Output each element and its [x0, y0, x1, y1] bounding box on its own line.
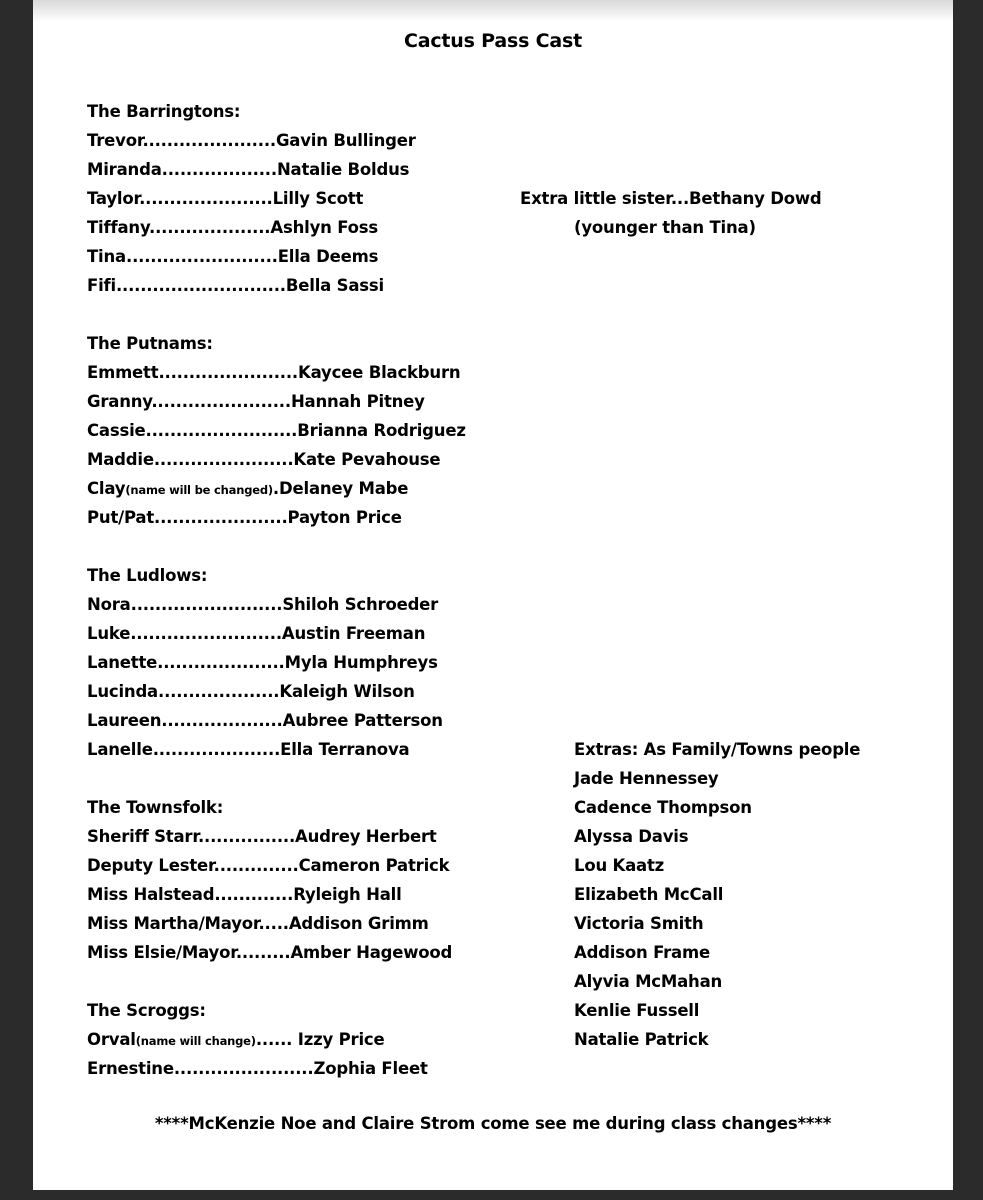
- actor-name: Austin Freeman: [281, 624, 426, 643]
- role-note: (name will change): [135, 1034, 256, 1048]
- role-name: Luke: [87, 624, 131, 643]
- cast-row: [87, 914, 429, 934]
- dot-leader: ...................: [161, 160, 277, 179]
- extras-name: Kenlie Fussell: [574, 1001, 700, 1020]
- role-name: Miranda: [87, 160, 162, 179]
- cast-row: [87, 740, 409, 760]
- dot-leader: .......................: [153, 450, 294, 469]
- cast-row: [87, 131, 416, 151]
- dot-leader: ............................: [115, 276, 286, 295]
- extras-name: Jade Hennessey: [574, 769, 719, 788]
- actor-name: Gavin Bullinger: [275, 131, 416, 150]
- extras-name: Alyvia McMahan: [574, 972, 723, 991]
- actor-name: Hannah Pitney: [290, 392, 425, 411]
- cast-row: [87, 247, 378, 267]
- actor-name: Bella Sassi: [285, 276, 384, 295]
- role-name: Fifi: [87, 276, 116, 295]
- section-heading-scroggs: The Scroggs:: [87, 1001, 206, 1020]
- role-name: Cassie: [87, 421, 146, 440]
- cast-row: [87, 595, 438, 615]
- actor-name: Ella Deems: [277, 247, 379, 266]
- cast-row: [87, 479, 408, 500]
- role-name: Tina: [87, 247, 126, 266]
- document-page: [33, 0, 953, 1190]
- section-heading-townsfolk: The Townsfolk:: [87, 798, 224, 817]
- dot-leader: .....................: [157, 653, 285, 672]
- cast-row: [87, 827, 437, 847]
- cast-row: [87, 885, 402, 905]
- actor-name: Ryleigh Hall: [293, 885, 402, 904]
- dot-leader: ..............: [213, 856, 299, 875]
- actor-name: Izzy Price: [292, 1030, 385, 1049]
- role-name: Miss Martha/Mayor: [87, 914, 259, 933]
- section-heading-putnams: The Putnams:: [87, 334, 213, 353]
- role-name: Nora: [87, 595, 131, 614]
- cast-row: [87, 856, 449, 876]
- cast-row: [87, 160, 409, 180]
- actor-name: Kate Pevahouse: [293, 450, 441, 469]
- role-name: Lanelle: [87, 740, 153, 759]
- dot-leader: ....................: [149, 218, 271, 237]
- role-name: Sheriff Starr: [87, 827, 198, 846]
- actor-name: Shiloh Schroeder: [282, 595, 439, 614]
- role-name: Emmett: [87, 363, 159, 382]
- dot-leader: .......................: [151, 392, 291, 411]
- dot-leader: .........: [235, 943, 291, 962]
- cast-row: [87, 218, 378, 238]
- actor-name: Ella Terranova: [280, 740, 410, 759]
- cast-row: [87, 943, 452, 963]
- role-name: Tiffany: [87, 218, 149, 237]
- actor-name: Natalie Boldus: [276, 160, 410, 179]
- dot-leader: .....................: [152, 740, 281, 759]
- role-name: Orval: [87, 1030, 136, 1049]
- role-name: Trevor: [87, 131, 143, 150]
- cast-row: [87, 653, 438, 673]
- role-note: (name will be changed): [125, 483, 273, 497]
- actor-name: Audrey Herbert: [295, 827, 437, 846]
- dot-leader: .........................: [130, 624, 282, 643]
- role-name: Ernestine: [87, 1059, 174, 1078]
- role-name: Taylor: [87, 189, 140, 208]
- dot-leader: .: [272, 479, 279, 498]
- section-heading-ludlows: The Ludlows:: [87, 566, 208, 585]
- section-heading-barringtons: The Barringtons:: [87, 102, 241, 121]
- cast-row: [87, 189, 363, 209]
- role-name: Lanette: [87, 653, 158, 672]
- actor-name: Kaycee Blackburn: [298, 363, 461, 382]
- actor-name: Payton Price: [287, 508, 402, 527]
- extras-name: Cadence Thompson: [574, 798, 752, 817]
- role-name: Miss Elsie/Mayor: [87, 943, 236, 962]
- dot-leader: .......................: [158, 363, 299, 382]
- cast-row: [87, 392, 425, 412]
- cast-row: [87, 276, 384, 296]
- role-name: Granny: [87, 392, 152, 411]
- dot-leader: .........................: [126, 247, 278, 266]
- extras-name: Addison Frame: [574, 943, 710, 962]
- extras-name: Lou Kaatz: [574, 856, 665, 875]
- dot-leader: ....................: [161, 711, 283, 730]
- extra-sister-note: Extra little sister...Bethany Dowd: [520, 189, 822, 208]
- actor-name: Lilly Scott: [272, 189, 364, 208]
- cast-row: [87, 624, 425, 644]
- dot-leader: ......: [255, 1030, 293, 1049]
- extra-sister-subnote: (younger than Tina): [574, 218, 756, 237]
- actor-name: Ashlyn Foss: [270, 218, 378, 237]
- dot-leader: ......................: [142, 131, 276, 150]
- actor-name: Delaney Mabe: [279, 479, 409, 498]
- role-name: Clay: [87, 479, 126, 498]
- dot-leader: ....................: [158, 682, 280, 701]
- actor-name: Amber Hagewood: [290, 943, 453, 962]
- extras-name: Alyssa Davis: [574, 827, 689, 846]
- cast-row: [87, 421, 466, 441]
- actor-name: Cameron Patrick: [298, 856, 450, 875]
- role-name: Deputy Lester: [87, 856, 214, 875]
- actor-name: Myla Humphreys: [284, 653, 438, 672]
- dot-leader: .......................: [173, 1059, 314, 1078]
- dot-leader: .........................: [145, 421, 298, 440]
- extras-name: Elizabeth McCall: [574, 885, 724, 904]
- actor-name: Addison Grimm: [288, 914, 429, 933]
- dot-leader: .....: [258, 914, 289, 933]
- footer-note: ****McKenzie Noe and Claire Strom come see me during class changes****: [154, 1114, 832, 1133]
- cast-row: [87, 508, 402, 528]
- actor-name: Kaleigh Wilson: [279, 682, 415, 701]
- extras-heading: Extras: As Family/Towns people: [574, 740, 861, 759]
- role-name: Laureen: [87, 711, 162, 730]
- actor-name: Zophia Fleet: [313, 1059, 428, 1078]
- page-title: Cactus Pass Cast: [404, 30, 582, 52]
- cast-row: [87, 450, 440, 470]
- role-name: Maddie: [87, 450, 154, 469]
- dot-leader: ......................: [139, 189, 273, 208]
- cast-row: [87, 711, 443, 731]
- cast-row: [87, 1030, 384, 1051]
- role-name: Miss Halstead: [87, 885, 215, 904]
- actor-name: Aubree Patterson: [282, 711, 443, 730]
- cast-row: [87, 1059, 428, 1079]
- dot-leader: .............: [214, 885, 294, 904]
- actor-name: Brianna Rodriguez: [297, 421, 466, 440]
- cast-row: [87, 363, 460, 383]
- role-name: Put/Pat: [87, 508, 155, 527]
- dot-leader: ......................: [154, 508, 288, 527]
- dot-leader: ................: [197, 827, 296, 846]
- extras-name: Natalie Patrick: [574, 1030, 709, 1049]
- extras-name: Victoria Smith: [574, 914, 704, 933]
- role-name: Lucinda: [87, 682, 158, 701]
- cast-row: [87, 682, 415, 702]
- dot-leader: .........................: [130, 595, 283, 614]
